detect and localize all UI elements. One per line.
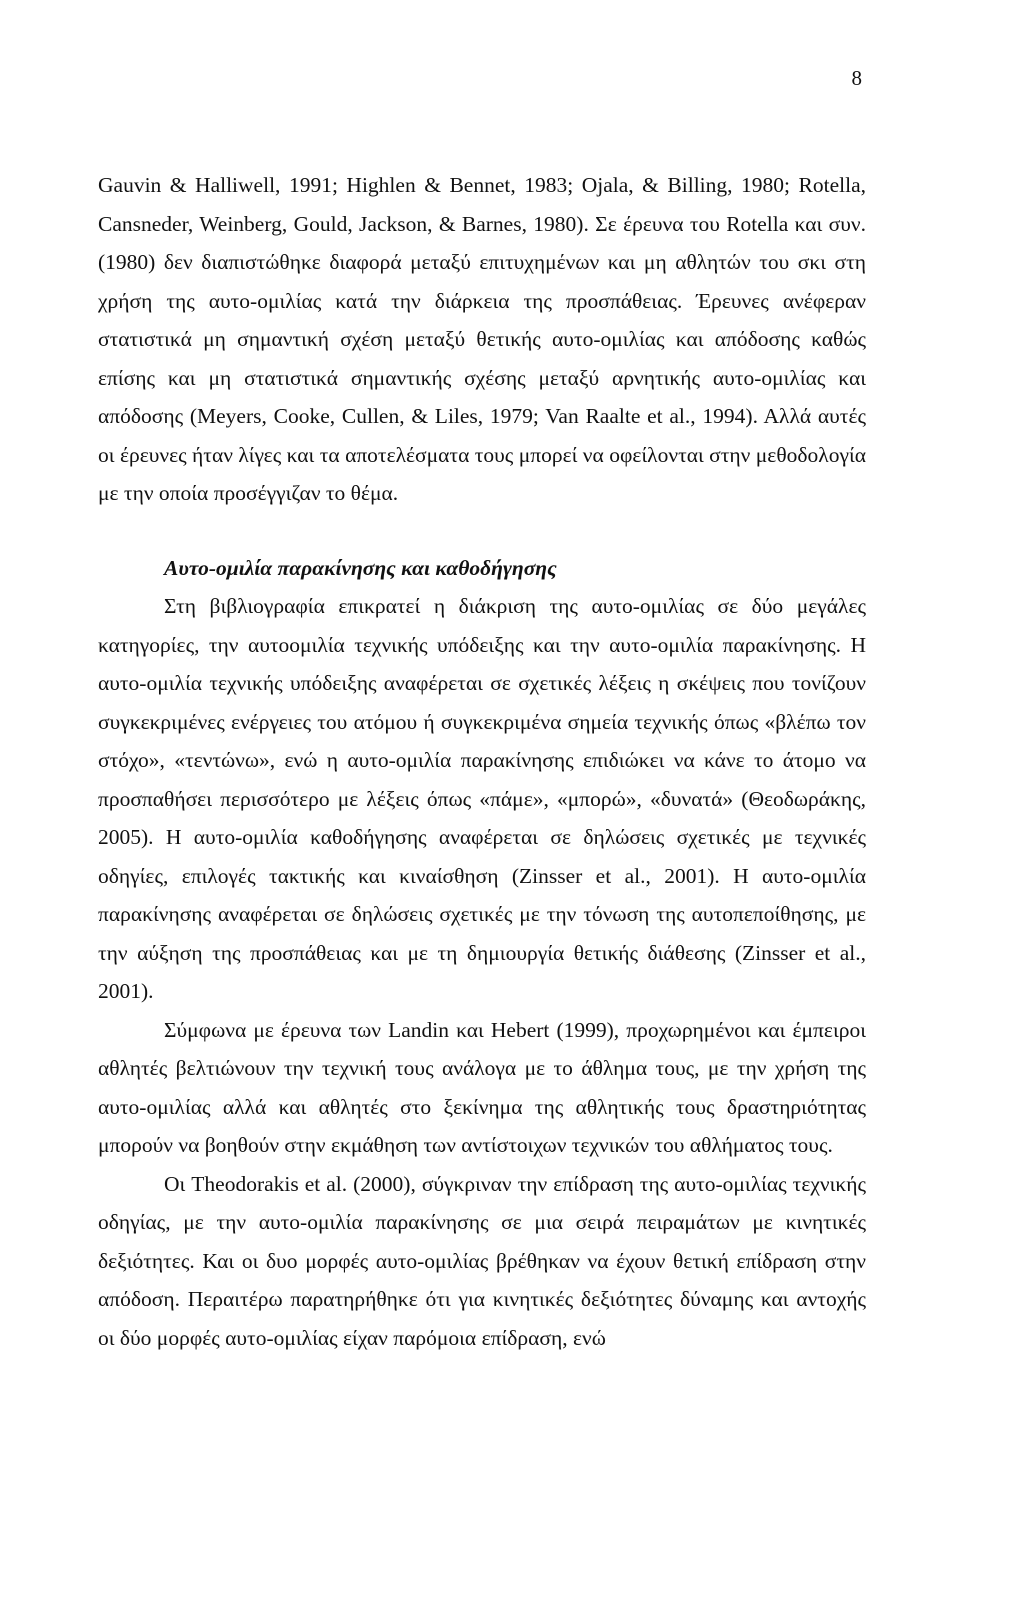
page-content [98,166,866,1357]
paragraph-self-talk-categories: Στη βιβλιογραφία επικρατεί η διάκριση της αυτο-ομιλίας σε δύο μεγάλες κατηγορίες, την αυτοομιλία τεχνικής υπόδειξης και την αυτο-ομιλία παρακίνησης. Η αυτο-ομιλία τεχνικής υπόδειξης αναφέρεται σε σχετικές λέξεις η σκέψεις που τονίζουν συγκεκριμένες ενέργειες του ατόμου ή συγκεκριμένα σημεία τεχνικής όπως «βλέπω τον στόχο», «τεντώνω», ενώ η αυτο-ομιλία παρακίνησης επιδιώκει να κάνε το άτομο να προσπαθήσει περισσότερο με λέξεις όπως «πάμε», «μπορώ», «δυνατά» (Θεοδωράκης, 2005). Η αυτο-ομιλία καθοδήγησης αναφέρεται σε δηλώσεις σχετικές με τεχνικές οδηγίες, επιλογές τακτικής και κιναίσθηση (Zinsser et al., 2001). Η αυτο-ομιλία παρακίνησης αναφέρεται σε δηλώσεις σχετικές με την τόνωση της αυτοπεποίθησης, με την αύξηση της προσπάθειας και με τη δημιουργία θετικής διάθεσης (Zinsser et al., 2001). [98,594,866,1003]
paragraph-theodorakis: Οι Theodorakis et al. (2000), σύγκριναν την επίδραση της αυτο-ομιλίας τεχνικής οδηγίας, με την αυτο-ομιλία παρακίνησης σε μια σειρά πειραμάτων με κινητικές δεξιότητες. Και οι δυο μορφές αυτο-ομιλίας βρέθηκαν να έχουν θετική επίδραση στην απόδοση. Περαιτέρω παρατηρήθηκε ότι για κινητικές δεξιότητες δύναμης και αντοχής οι δύο μορφές αυτο-ομιλίας είχαν παρόμοια επίδραση, ενώ [98,1171,866,1350]
paragraph-continuation: Gauvin & Halliwell, 1991; Highlen & Bennet, 1983; Ojala, & Billing, 1980; Rotella, Cansneder, Weinberg, Gould, Jackson, & Barnes, 1980). Σε έρευνα του Rotella και συν. (1980) δεν διαπιστώθηκε διαφορά μεταξύ επιτυχημένων και μη αθλητών του σκι στη χρήση της αυτο-ομιλίας κατά την διάρκεια της προσπάθειας. Έρευνες ανέφεραν στατιστικά μη σημαντική σχέση μεταξύ θετικής αυτο-ομιλίας και απόδοσης καθώς επίσης και μη στατιστικά σημαντικής σχέσης μεταξύ αρνητικής αυτο-ομιλίας και απόδοσης (Meyers, Cooke, Cullen, & Liles, 1979; Van Raalte et al., 1994). Αλλά αυτές οι έρευνες ήταν λίγες και τα αποτελέσματα τους μπορεί να οφείλονται στην μεθοδολογία με την οποία προσέγγιζαν το θέμα. [98,173,866,505]
paragraph-landin-hebert: Σύμφωνα με έρευνα των Landin και Hebert (1999), προχωρημένοι και έμπειροι αθλητές βελτιώνουν την τεχνική τους ανάλογα με το άθλημα τους, με την χρήση της αυτο-ομιλίας αλλά και αθλητές στο ξεκίνημα της αθλητικής τους δραστηριότητας μπορούν να βοηθούν στην εκμάθηση των αντίστοιχων τεχνικών του αθλήματος τους. [98,1017,866,1157]
section-heading: Αυτο-ομιλία παρακίνησης και καθοδήγησης [164,555,557,580]
page-number: 8 [851,66,862,90]
